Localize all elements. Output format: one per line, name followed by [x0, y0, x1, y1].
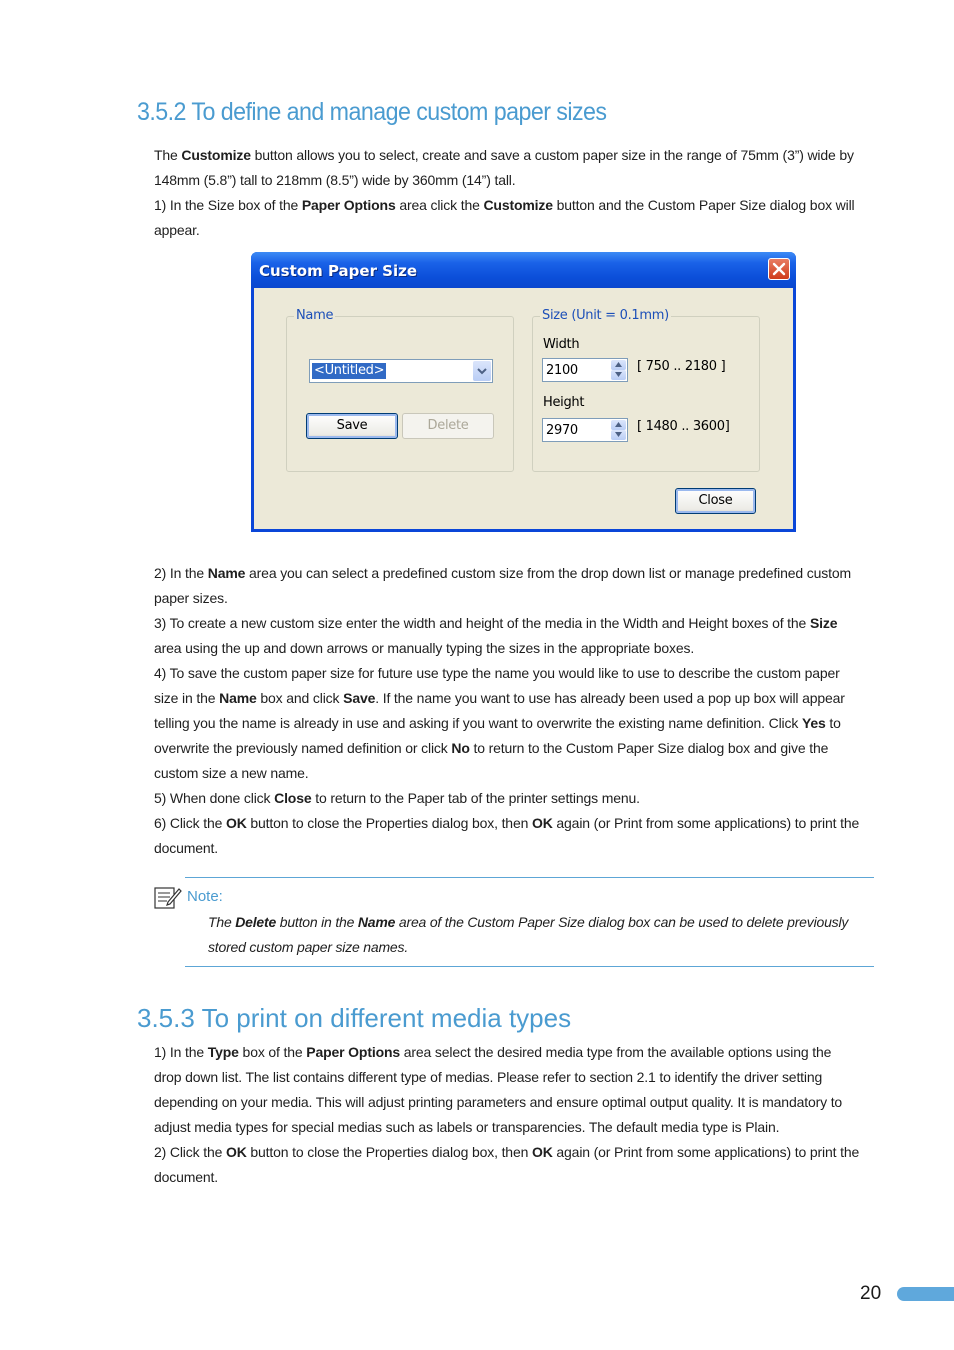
height-value: 2970	[546, 423, 578, 438]
width-range: [ 750 .. 2180 ]	[637, 359, 726, 374]
name-group-label: Name	[296, 308, 334, 323]
bold-term: OK	[531, 815, 553, 831]
width-up-button[interactable]	[611, 360, 626, 370]
name-group	[286, 308, 514, 472]
save-button[interactable]: Save	[306, 413, 398, 439]
bold-term: Name	[207, 565, 246, 581]
note-top-rule	[185, 877, 874, 878]
bold-term: Paper Options	[301, 197, 396, 213]
section-352-steps: 2) In the Name area you can select a predefined custom size from the drop down list or manage predefined custom paper sizes. 3) To create a new custom size enter the width and height of the media in the Width and Height boxes of the Size area using the up and down arrows or manually typing the sizes in the appropriate boxes. 4) To save the custom paper size for future use type the name you would like to use to describe the custom paper size in the Name box and click Save. If the name you want to use has already been used a pop up box will appear telling you the name is already in use and asking if you want to overwrite the existing name definition. Click Yes to overwrite the previously named definition or click No to return to the Custom Paper Size dialog box and give the custom size a new name. 5) When done click Close to return to the Paper tab of the printer settings menu. 6) Click the OK button to close the Properties dialog box, then OK again (or Print from some applications) to print the document.	[154, 565, 860, 856]
bold-term: Customize	[483, 197, 553, 213]
arrow-down-icon	[615, 372, 622, 377]
dropdown-button[interactable]	[473, 361, 491, 381]
height-field[interactable]	[542, 418, 628, 442]
note-icon	[154, 884, 182, 910]
note-text: The Delete button in the Name area of the Custom Paper Size dialog box can be used to delete previously stored custom paper size names.	[208, 914, 849, 955]
dialog-titlebar[interactable]	[251, 252, 796, 288]
bold-term: Size	[809, 615, 838, 631]
bold-term: Save	[343, 690, 376, 706]
close-icon	[772, 262, 786, 276]
arrow-up-icon	[615, 422, 622, 427]
section-352-intro: The Customize button allows you to select, create and save a custom paper size in the range of 75mm (3”) wide by 148mm (5.8”) tall to 218mm (8.5”) wide by 360mm (14”) tall. 1) In the Size box of the Paper Options area click the Customize button and the Custom Paper Size dialog box will appear.	[154, 147, 855, 238]
bold-term: Name	[357, 914, 396, 930]
height-stepper[interactable]	[611, 420, 626, 440]
custom-paper-size-dialog	[251, 252, 796, 532]
height-up-button[interactable]	[611, 420, 626, 430]
bold-term: Paper Options	[306, 1044, 401, 1060]
height-range: [ 1480 .. 3600]	[637, 419, 730, 434]
width-stepper[interactable]	[611, 360, 626, 380]
width-value: 2100	[546, 363, 578, 378]
arrow-down-icon	[615, 432, 622, 437]
width-down-button[interactable]	[611, 370, 626, 380]
name-select[interactable]	[309, 359, 493, 383]
bold-term: Name	[219, 690, 257, 706]
chevron-down-icon	[477, 367, 487, 375]
bold-term: OK	[225, 815, 247, 831]
arrow-up-icon	[615, 362, 622, 367]
bold-term: OK	[531, 1144, 553, 1160]
close-button[interactable]: Close	[675, 488, 756, 514]
width-label: Width	[543, 337, 580, 352]
section-heading-352: 3.5.2 To define and manage custom paper sizes	[137, 98, 607, 126]
bold-term: OK	[225, 1144, 247, 1160]
page-tab-decoration	[897, 1287, 954, 1301]
section-heading-353: 3.5.3 To print on different media types	[137, 1003, 572, 1033]
bold-term: Customize	[181, 147, 251, 163]
name-select-value: <Untitled>	[314, 363, 385, 378]
dialog-body	[254, 288, 793, 529]
bold-term: Yes	[801, 715, 826, 731]
bold-term: Close	[274, 790, 312, 806]
page-number: 20	[860, 1283, 882, 1304]
section-353-body: 1) In the Type box of the Paper Options area select the desired media type from the available options using the drop down list. The list contains different type of medias. Please refer to section 2.1 to identify the driver setting depending on your media. This will adjust printing parameters and ensure optimal output quality. It is mandatory to adjust media types for special medias such as labels or transparencies. The default media type is Plain. 2) Click the OK button to close the Properties dialog box, then OK again (or Print from some applications) to print the document.	[154, 1044, 860, 1185]
size-group-label: Size (Unit = 0.1mm)	[542, 308, 669, 323]
bold-term: Type	[207, 1044, 239, 1060]
delete-button[interactable]: Delete	[402, 413, 494, 439]
width-field[interactable]	[542, 358, 628, 382]
note-bottom-rule	[185, 966, 874, 967]
height-label: Height	[543, 395, 585, 410]
height-down-button[interactable]	[611, 430, 626, 440]
dialog-close-button[interactable]	[768, 258, 790, 280]
note-label: Note:	[187, 888, 223, 905]
bold-term: No	[451, 740, 470, 756]
dialog-title: Custom Paper Size	[259, 262, 418, 280]
bold-term: Delete	[235, 914, 277, 930]
